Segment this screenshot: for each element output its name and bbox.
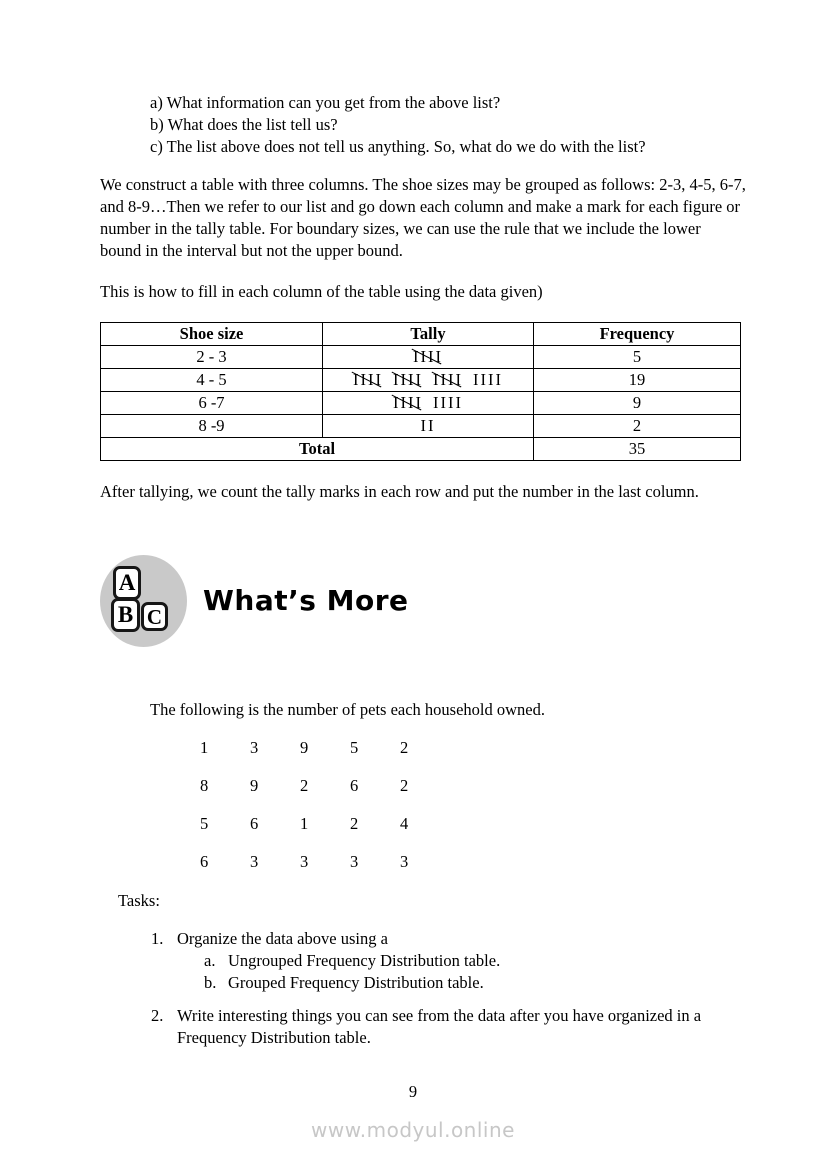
- pets-value: 6: [350, 776, 359, 795]
- letter-block-c: [141, 602, 168, 631]
- paragraph-construct-table: We construct a table with three columns. The shoe sizes may be grouped as follows: 2-3, 4-5, 6-7, and 8-9…Then we refer to our list and go down each column and make a mark for each figure or number in the tally table. For boundary sizes, we can use the rule that we include the lower bound in the interval but not the upper bound.: [100, 175, 746, 260]
- pets-data-row: [200, 775, 746, 797]
- task-body: [177, 1005, 746, 1049]
- col-header-shoe-size: Shoe size: [101, 323, 323, 346]
- block-letter: A: [118, 570, 136, 595]
- pets-value: 3: [350, 852, 359, 871]
- pets-value: 9: [300, 738, 309, 757]
- letter-block-a: [113, 566, 141, 600]
- pets-value: 8: [200, 776, 209, 795]
- pets-value: 2: [400, 776, 409, 795]
- frequency-cell: 19: [534, 369, 741, 392]
- frequency-cell: 2: [534, 415, 741, 438]
- task-number: 1.: [151, 929, 164, 948]
- tasks-label: Tasks:: [118, 891, 160, 910]
- pets-value: 6: [250, 814, 259, 833]
- after-tally-text: After tallying, we count the tally marks in each row and put the number in the last column.: [100, 482, 699, 501]
- pets-value: 4: [400, 814, 409, 833]
- question-b: b) What does the list tell us?: [150, 115, 338, 134]
- section-title: What’s More: [203, 584, 409, 617]
- pets-value: 5: [350, 738, 359, 757]
- subtask-letter: a.: [204, 951, 216, 970]
- subtask-b: [204, 972, 746, 994]
- task-body: [177, 928, 746, 994]
- subtask-text: Grouped Frequency Distribution table.: [228, 973, 484, 992]
- pets-value: 3: [250, 852, 259, 871]
- tally-cell: IIII: [323, 346, 534, 369]
- table-row: [101, 392, 741, 415]
- paragraph-fill-columns: This is how to fill in each column of the table using the data given): [100, 282, 543, 301]
- pets-value: 3: [400, 852, 409, 871]
- pets-value: 1: [300, 814, 309, 833]
- frequency-table: [100, 322, 741, 461]
- task-number: 2.: [151, 1006, 164, 1025]
- pets-value: 9: [250, 776, 259, 795]
- total-value-cell: 35: [534, 438, 741, 461]
- pets-data-row: [200, 851, 746, 873]
- col-header-frequency: Frequency: [534, 323, 741, 346]
- letter-block-b: [111, 598, 140, 632]
- subtask-a: [204, 950, 746, 972]
- abc-blocks-icon: [100, 555, 187, 647]
- tally-cell: IIII IIII IIII IIII: [323, 369, 534, 392]
- pets-value: 2: [350, 814, 359, 833]
- table-header-row: [101, 323, 741, 346]
- pets-data-grid: [200, 737, 746, 873]
- question-a: a) What information can you get from the above list?: [150, 93, 501, 112]
- watermark-text: www.modyul.online: [311, 1118, 515, 1142]
- table-total-row: [101, 438, 741, 461]
- page-number: 9: [408, 1082, 418, 1101]
- table-row: [101, 415, 741, 438]
- pets-value: 2: [400, 738, 409, 757]
- task-item-1: [151, 928, 746, 994]
- pets-value: 2: [300, 776, 309, 795]
- question-c: c) The list above does not tell us anything. So, what do we do with the list?: [150, 137, 646, 156]
- task-text: Write interesting things you can see from the data after you have organized in a Frequency Distribution table.: [177, 1006, 702, 1047]
- shoe-size-cell: 6 -7: [101, 392, 323, 415]
- col-header-tally: Tally: [323, 323, 534, 346]
- tally-cell: IIII IIII: [323, 392, 534, 415]
- pets-intro-text: The following is the number of pets each household owned.: [150, 700, 545, 719]
- total-label-cell: Total: [101, 438, 534, 461]
- task-text: Organize the data above using a: [177, 929, 388, 948]
- whats-more-section-header: [100, 555, 746, 647]
- pets-value: 6: [200, 852, 209, 871]
- block-letter: C: [146, 604, 163, 629]
- subtask-letter: b.: [204, 973, 217, 992]
- shoe-size-cell: 2 - 3: [101, 346, 323, 369]
- pets-value: 3: [250, 738, 259, 757]
- shoe-size-cell: 4 - 5: [101, 369, 323, 392]
- frequency-cell: 5: [534, 346, 741, 369]
- table-row: [101, 369, 741, 392]
- pets-value: 3: [300, 852, 309, 871]
- questions-list: [150, 92, 746, 158]
- pets-data-row: [200, 813, 746, 835]
- frequency-cell: 9: [534, 392, 741, 415]
- table-row: [101, 346, 741, 369]
- shoe-size-cell: 8 -9: [101, 415, 323, 438]
- pets-value: 1: [200, 738, 209, 757]
- pets-data-row: [200, 737, 746, 759]
- task-item-2: [151, 1005, 746, 1049]
- subtask-text: Ungrouped Frequency Distribution table.: [228, 951, 501, 970]
- block-letter: B: [117, 602, 134, 627]
- tally-cell: II: [323, 415, 534, 438]
- pets-value: 5: [200, 814, 209, 833]
